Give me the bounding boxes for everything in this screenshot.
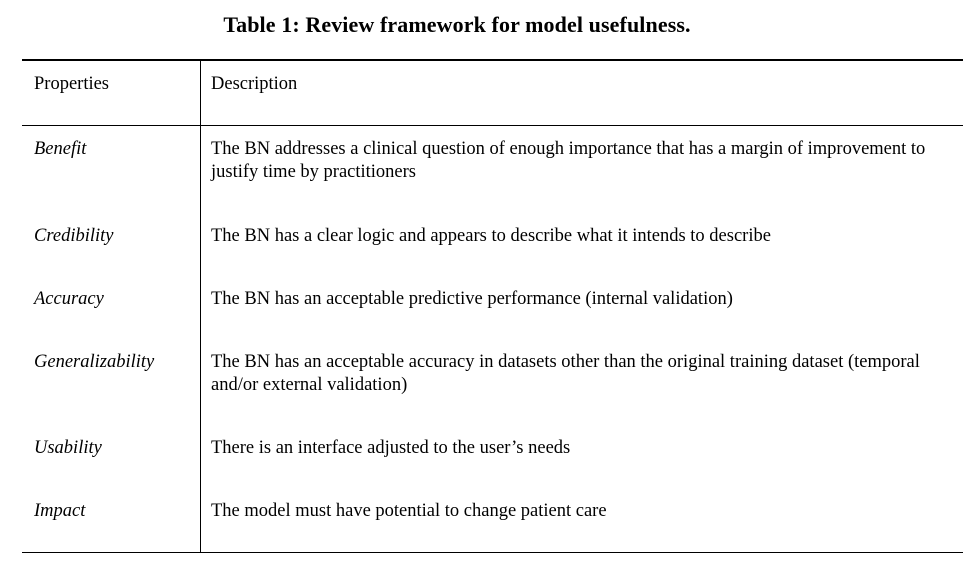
row-description-accuracy: The BN has an acceptable predictive performance (internal validation)	[211, 289, 733, 309]
framework-table	[22, 59, 963, 553]
row-description-benefit: The BN addresses a clinical question of enough importance that has a margin of improvement to justify time by practitioners	[211, 139, 926, 182]
row-property-credibility: Credibility	[34, 226, 114, 246]
row-property-impact: Impact	[34, 501, 86, 521]
row-description-credibility: The BN has a clear logic and appears to describe what it intends to describe	[211, 226, 771, 246]
column-divider	[200, 61, 201, 552]
header-properties: Properties	[34, 74, 110, 94]
row-property-benefit: Benefit	[34, 139, 87, 159]
row-property-usability: Usability	[34, 438, 102, 458]
row-property-generalizability: Generalizability	[34, 352, 155, 372]
row-property-accuracy: Accuracy	[34, 289, 104, 309]
header-description: Description	[211, 74, 298, 94]
row-description-usability: There is an interface adjusted to the user’s needs	[211, 438, 571, 458]
header-divider	[22, 125, 963, 126]
table-caption: Table 1: Review framework for model usefulness.	[223, 12, 691, 37]
row-description-impact: The model must have potential to change patient care	[211, 501, 607, 521]
row-description-generalizability: The BN has an acceptable accuracy in datasets other than the original training dataset (temporal and/or external validation)	[211, 352, 920, 395]
